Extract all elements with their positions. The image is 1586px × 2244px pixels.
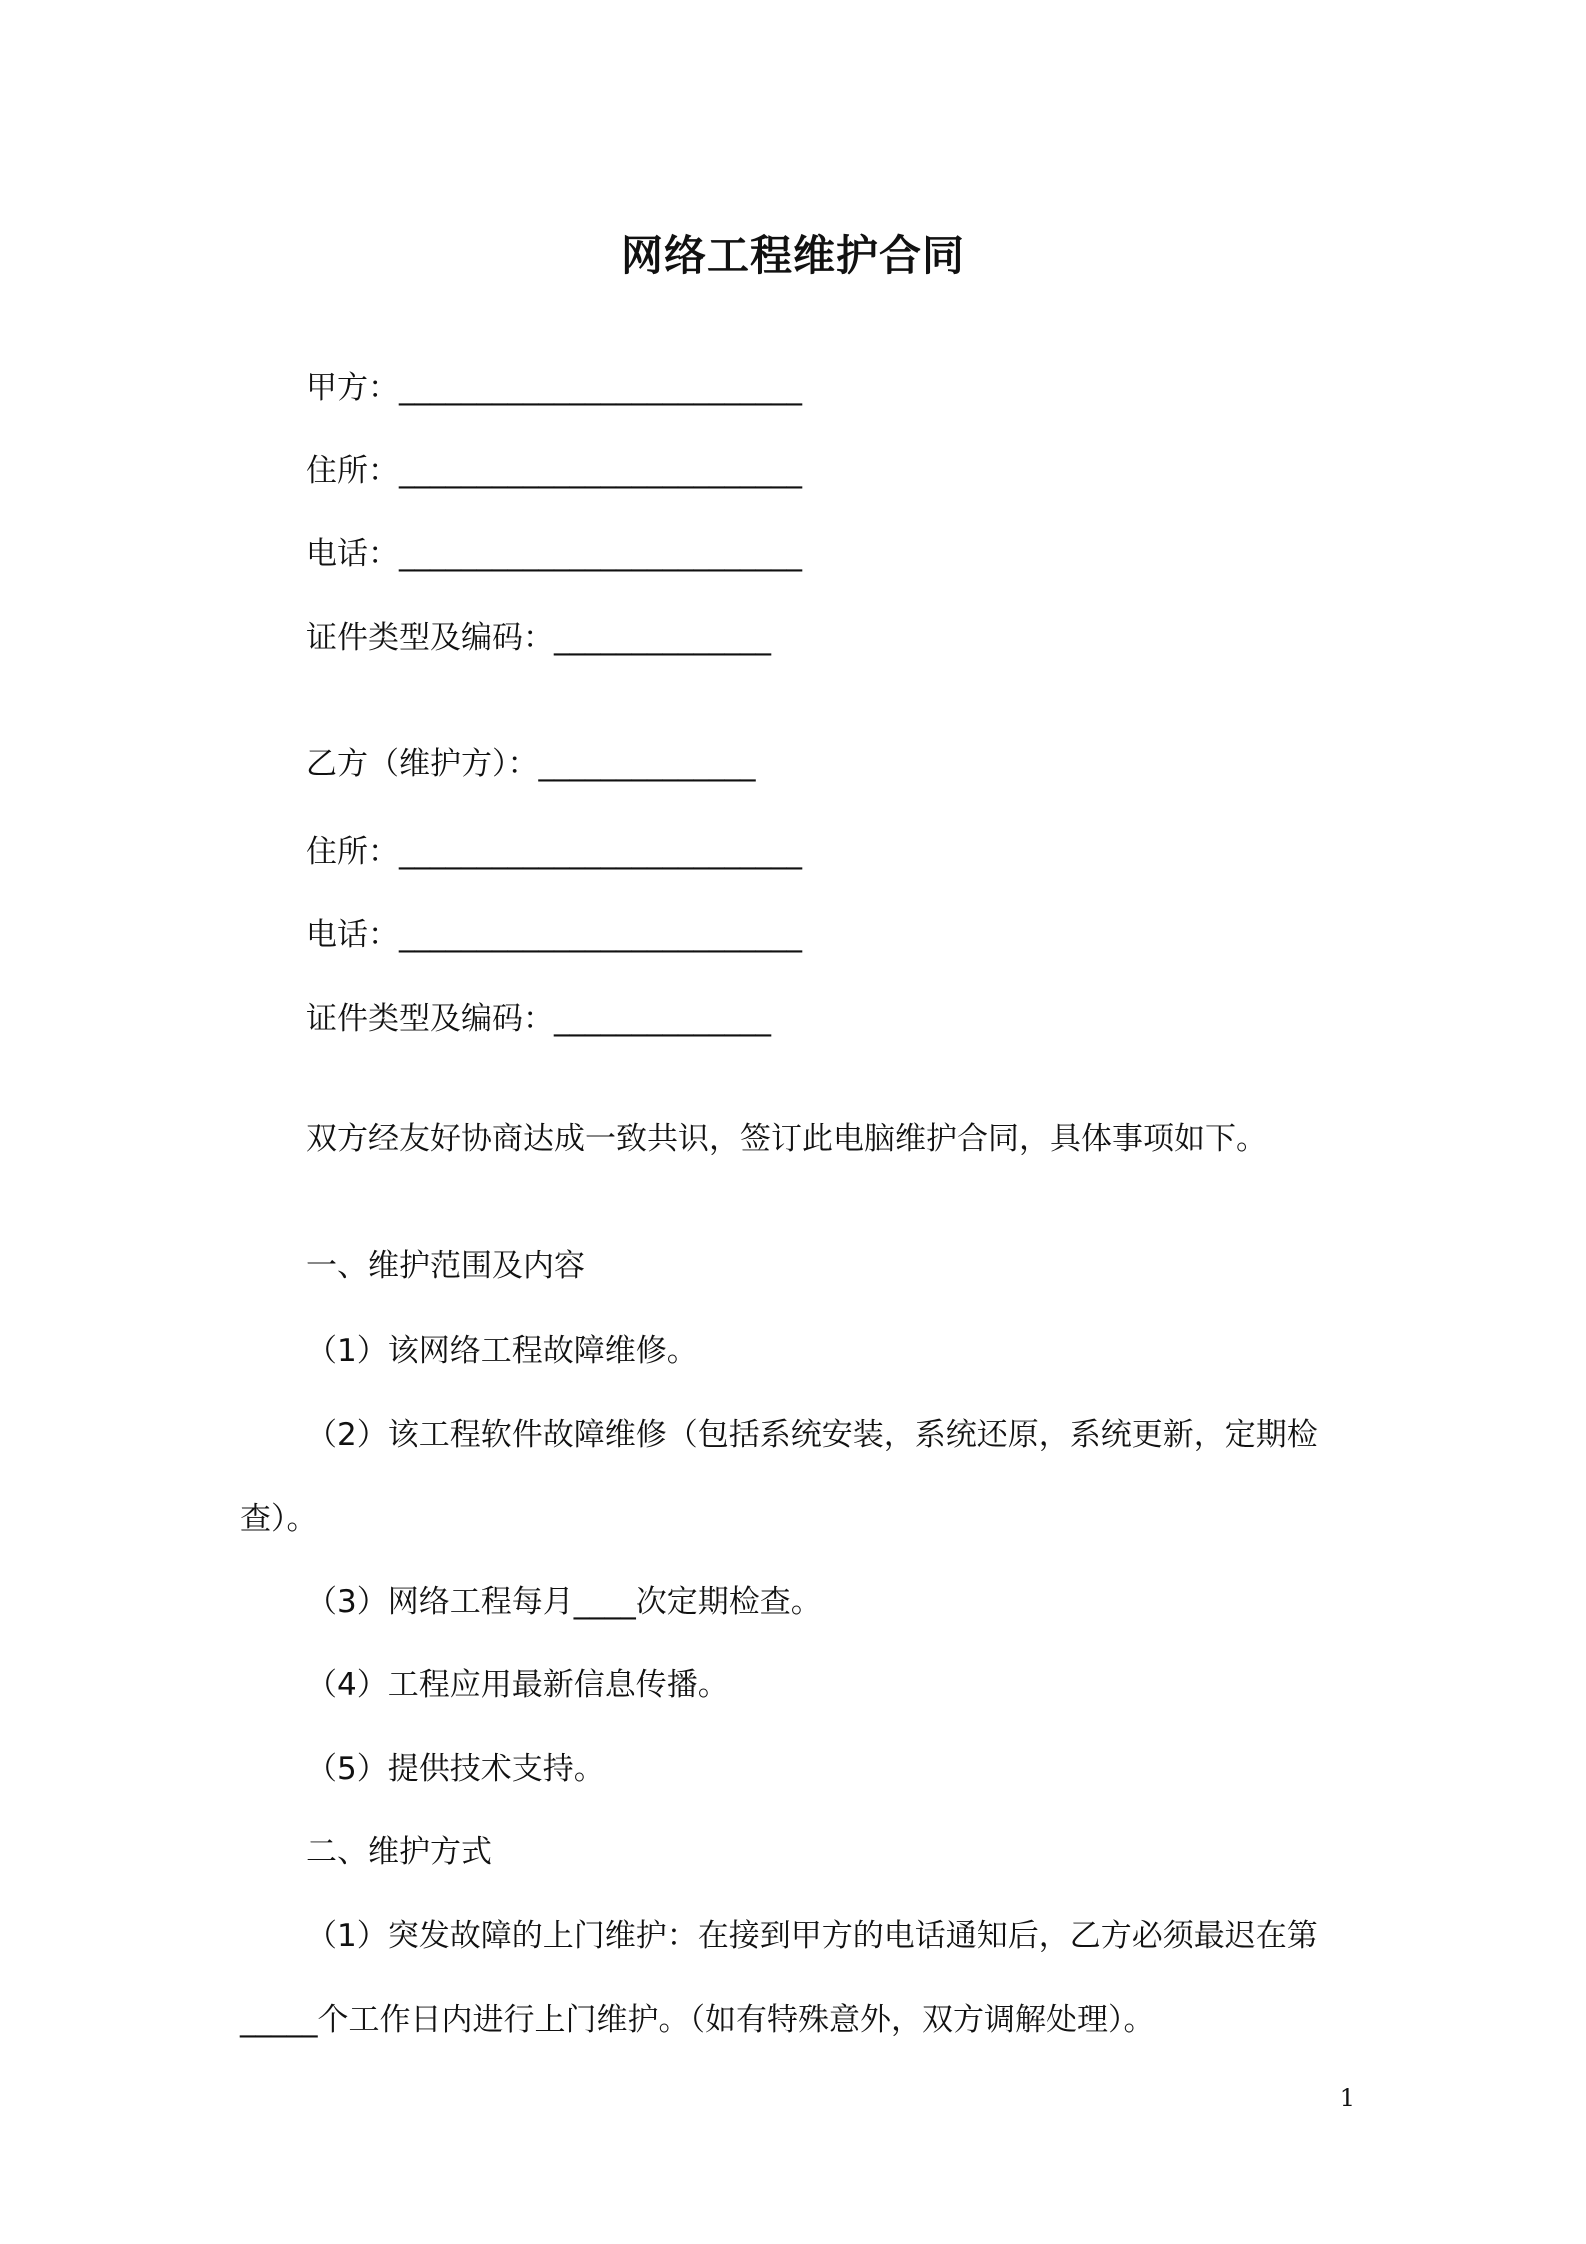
party-a-phone-line: 电话：__________________________ (306, 536, 802, 572)
party-b-phone-line: 电话：__________________________ (306, 917, 802, 953)
party-b-name-line: 乙方（维护方）：______________ (306, 746, 756, 782)
party-a-address-line: 住所：__________________________ (306, 453, 802, 489)
party-b-address-line: 住所：__________________________ (306, 834, 802, 870)
section-2-item-1-line-2: _____个工作日内进行上门维护。（如有特殊意外，双方调解处理）。 (240, 2002, 1155, 2038)
section-1-item-3: （3）网络工程每月____次定期检查。 (306, 1584, 822, 1620)
section-1-item-2-line-2: 查）。 (240, 1501, 318, 1537)
document-title: 网络工程维护合同 (620, 231, 965, 280)
page-number: 1 (1339, 2084, 1355, 2112)
section-1-heading: 一、维护范围及内容 (306, 1248, 585, 1284)
section-1-item-1: （1）该网络工程故障维修。 (306, 1333, 698, 1369)
party-a-id-line: 证件类型及编码：______________ (306, 620, 771, 656)
section-1-item-2-line-1: （2）该工程软件故障维修（包括系统安装，系统还原，系统更新，定期检 (306, 1417, 1318, 1453)
section-2-heading: 二、维护方式 (306, 1834, 492, 1870)
party-b-id-line: 证件类型及编码：______________ (306, 1001, 771, 1037)
intro-paragraph: 双方经友好协商达成一致共识，签订此电脑维护合同，具体事项如下。 (306, 1121, 1267, 1157)
section-2-item-1-line-1: （1）突发故障的上门维护：在接到甲方的电话通知后，乙方必须最迟在第 (306, 1918, 1318, 1954)
section-1-item-5: （5）提供技术支持。 (306, 1751, 605, 1787)
section-1-item-4: （4）工程应用最新信息传播。 (306, 1667, 729, 1703)
party-a-name-line: 甲方：__________________________ (306, 370, 802, 406)
